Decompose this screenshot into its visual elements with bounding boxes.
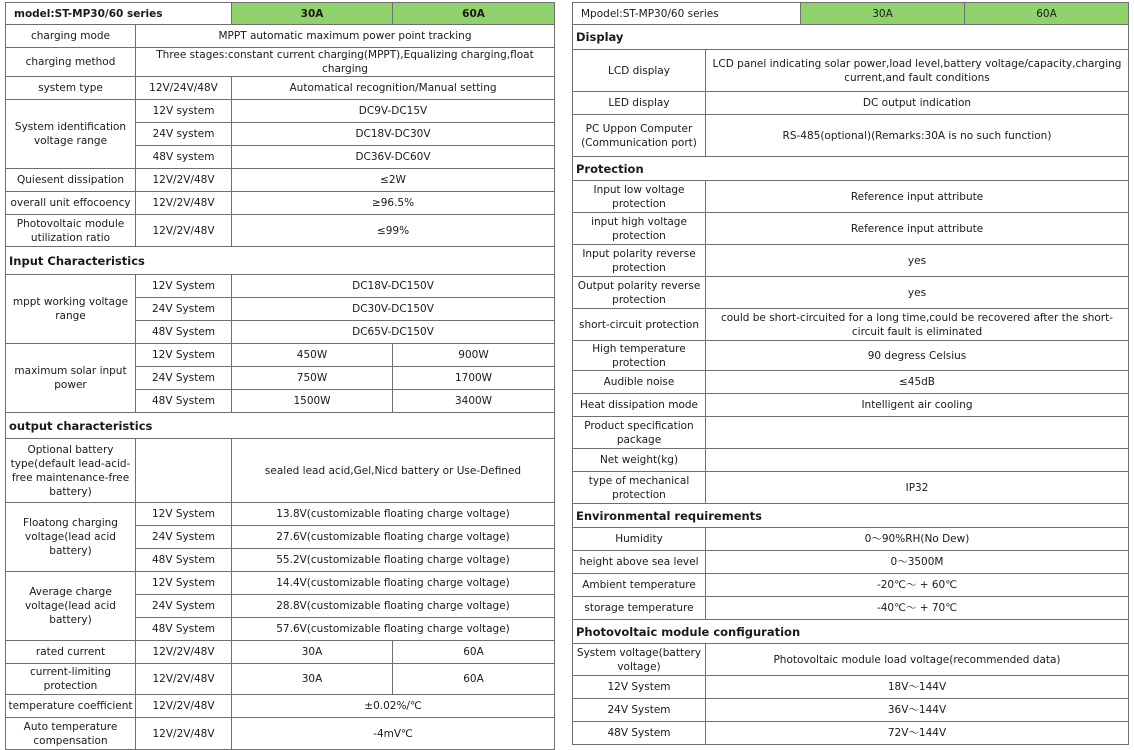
table-row — [573, 309, 1129, 341]
row-system: 12V System — [573, 676, 706, 699]
section-row — [573, 620, 1129, 644]
row-system: 24V System — [136, 595, 232, 618]
row-voltage: 12V/2V/48V — [136, 192, 232, 215]
row-value: ≤45dB — [706, 371, 1129, 394]
section-title-protection: Protection — [573, 157, 1129, 181]
table-row — [573, 213, 1129, 245]
row-label: LCD display — [573, 50, 706, 92]
row-system: 48V system — [136, 146, 232, 169]
table-row — [6, 192, 555, 215]
row-value: MPPT automatic maximum power point tracking — [136, 25, 555, 48]
row-value: 27.6V(customizable floating charge voltage) — [232, 526, 555, 549]
row-value: -40℃～ + 70℃ — [706, 597, 1129, 620]
row-label: mppt working voltage range — [6, 275, 136, 344]
table-row — [573, 676, 1129, 699]
table-row — [6, 641, 555, 664]
row-value-60a: 60A — [393, 641, 555, 664]
table-row — [573, 597, 1129, 620]
table-row — [573, 722, 1129, 745]
row-system: 48V System — [136, 549, 232, 572]
table-row — [573, 528, 1129, 551]
row-value-30a: 750W — [232, 367, 393, 390]
row-value: 55.2V(customizable floating charge voltage) — [232, 549, 555, 572]
row-value: 0～3500M — [706, 551, 1129, 574]
row-value-60a: 3400W — [393, 390, 555, 413]
row-system: 12V System — [136, 344, 232, 367]
right-col-30a: 30A — [801, 3, 965, 25]
row-label: Input polarity reverse protection — [573, 245, 706, 277]
row-label: Optional battery type(default lead-acid-free maintenance-free battery) — [6, 439, 136, 503]
section-row — [573, 25, 1129, 50]
table-row — [573, 472, 1129, 504]
row-label: Auto temperature compensation — [6, 718, 136, 750]
table-row — [573, 699, 1129, 722]
row-value: Reference input attribute — [706, 181, 1129, 213]
row-value: 36V～144V — [706, 699, 1129, 722]
row-value-30a: 450W — [232, 344, 393, 367]
row-value: DC18V-DC30V — [232, 123, 555, 146]
row-value: DC9V-DC15V — [232, 100, 555, 123]
table-row — [573, 277, 1129, 309]
row-label: System identification voltage range — [6, 100, 136, 169]
row-system: 12V System — [136, 503, 232, 526]
table-row — [6, 169, 555, 192]
table-row — [6, 77, 555, 100]
row-label: High temperature protection — [573, 341, 706, 371]
table-row — [6, 572, 555, 595]
table-row — [573, 644, 1129, 676]
row-system: 48V System — [136, 618, 232, 641]
table-row — [573, 115, 1129, 157]
row-voltage: 12V/2V/48V — [136, 718, 232, 750]
row-label: Input low voltage protection — [573, 181, 706, 213]
right-header-row — [573, 3, 1129, 25]
left-col-60a: 60A — [393, 3, 555, 25]
row-value: 72V～144V — [706, 722, 1129, 745]
row-label: Audible noise — [573, 371, 706, 394]
row-value: DC30V-DC150V — [232, 298, 555, 321]
row-voltage: 12V/2V/48V — [136, 169, 232, 192]
row-value: DC output indication — [706, 92, 1129, 115]
row-value: 57.6V(customizable floating charge voltage) — [232, 618, 555, 641]
row-voltage: 12V/2V/48V — [136, 664, 232, 695]
row-value-60a: 900W — [393, 344, 555, 367]
row-value: Automatical recognition/Manual setting — [232, 77, 555, 100]
row-blank — [136, 439, 232, 503]
row-value-30a: 30A — [232, 641, 393, 664]
section-title-pv-config: Photovoltaic module configuration — [573, 620, 1129, 644]
row-label: Ambient temperature — [573, 574, 706, 597]
table-row — [6, 695, 555, 718]
row-value: sealed lead acid,Gel,Nicd battery or Use-Defined — [232, 439, 555, 503]
section-title-input: Input Characteristics — [6, 247, 555, 275]
row-value: DC65V-DC150V — [232, 321, 555, 344]
row-system: 24V system — [136, 123, 232, 146]
row-label: charging mode — [6, 25, 136, 48]
row-value: -20℃～ + 60℃ — [706, 574, 1129, 597]
row-label: temperature coefficient — [6, 695, 136, 718]
row-value: could be short-circuited for a long time,could be recovered after the short-circuit fault is eliminated — [706, 309, 1129, 341]
row-label: input high voltage protection — [573, 213, 706, 245]
table-row — [573, 245, 1129, 277]
left-header-row — [6, 3, 555, 25]
row-system: 24V System — [136, 298, 232, 321]
row-label: Product specification package — [573, 417, 706, 449]
table-row — [573, 551, 1129, 574]
row-value-60a: 1700W — [393, 367, 555, 390]
row-label: Average charge voltage(lead acid battery) — [6, 572, 136, 641]
row-value: DC18V-DC150V — [232, 275, 555, 298]
row-value — [706, 417, 1129, 449]
row-value — [706, 449, 1129, 472]
row-label: Heat dissipation mode — [573, 394, 706, 417]
section-row — [6, 247, 555, 275]
table-row — [6, 275, 555, 298]
section-row — [573, 504, 1129, 528]
row-label: Floatong charging voltage(lead acid battery) — [6, 503, 136, 572]
row-value: 28.8V(customizable floating charge voltage) — [232, 595, 555, 618]
table-row — [573, 574, 1129, 597]
row-system: 24V System — [573, 699, 706, 722]
table-row — [6, 503, 555, 526]
row-value: ≥96.5% — [232, 192, 555, 215]
right-spec-table — [572, 2, 1129, 745]
row-value: ≤99% — [232, 215, 555, 247]
row-system: 48V System — [573, 722, 706, 745]
row-value: 90 degress Celsius — [706, 341, 1129, 371]
row-system: 24V System — [136, 526, 232, 549]
row-label: overall unit effocoency — [6, 192, 136, 215]
row-system: 48V System — [136, 390, 232, 413]
table-row — [573, 417, 1129, 449]
table-row — [6, 25, 555, 48]
section-title-output: output characteristics — [6, 413, 555, 439]
row-label: Photovoltaic module utilization ratio — [6, 215, 136, 247]
table-row — [573, 341, 1129, 371]
row-value: LCD panel indicating solar power,load level,battery voltage/capacity,charging current,and fault conditions — [706, 50, 1129, 92]
table-row — [573, 449, 1129, 472]
row-system: 24V System — [136, 367, 232, 390]
row-value: ±0.02%/℃ — [232, 695, 555, 718]
row-value: Intelligent air cooling — [706, 394, 1129, 417]
table-row — [6, 718, 555, 750]
table-row — [6, 48, 555, 77]
row-value-30a: 1500W — [232, 390, 393, 413]
row-system: 12V System — [136, 275, 232, 298]
table-row — [573, 394, 1129, 417]
row-label: maximum solar input power — [6, 344, 136, 413]
row-label: PC Uppon Computer (Communication port) — [573, 115, 706, 157]
row-label: system type — [6, 77, 136, 100]
row-label: Humidity — [573, 528, 706, 551]
row-label: current-limiting protection — [6, 664, 136, 695]
table-row — [573, 371, 1129, 394]
section-title-environment: Environmental requirements — [573, 504, 1129, 528]
left-spec-table — [5, 2, 555, 750]
row-value: RS-485(optional)(Remarks:30A is no such function) — [706, 115, 1129, 157]
row-label: System voltage(battery voltage) — [573, 644, 706, 676]
row-value: Photovoltaic module load voltage(recommended data) — [706, 644, 1129, 676]
table-row — [6, 215, 555, 247]
row-value: 14.4V(customizable floating charge voltage) — [232, 572, 555, 595]
left-col-30a: 30A — [232, 3, 393, 25]
right-col-60a: 60A — [965, 3, 1129, 25]
row-voltage: 12V/2V/48V — [136, 215, 232, 247]
row-voltage: 12V/24V/48V — [136, 77, 232, 100]
row-system: 12V System — [136, 572, 232, 595]
row-value: 18V～144V — [706, 676, 1129, 699]
section-title-display: Display — [573, 25, 1129, 50]
row-system: 12V system — [136, 100, 232, 123]
row-label: LED display — [573, 92, 706, 115]
table-row — [6, 664, 555, 695]
section-row — [573, 157, 1129, 181]
row-value-60a: 60A — [393, 664, 555, 695]
right-model-title: Mpodel:ST-MP30/60 series — [573, 3, 801, 25]
row-value-30a: 30A — [232, 664, 393, 695]
row-label: Net weight(kg) — [573, 449, 706, 472]
table-row — [573, 92, 1129, 115]
table-row — [6, 344, 555, 367]
row-label: storage temperature — [573, 597, 706, 620]
row-value: ≤2W — [232, 169, 555, 192]
row-voltage: 12V/2V/48V — [136, 641, 232, 664]
row-value: Reference input attribute — [706, 213, 1129, 245]
row-label: type of mechanical protection — [573, 472, 706, 504]
row-value: yes — [706, 245, 1129, 277]
row-value: IP32 — [706, 472, 1129, 504]
table-row — [573, 181, 1129, 213]
table-row — [573, 50, 1129, 92]
row-label: height above sea level — [573, 551, 706, 574]
row-value: 13.8V(customizable floating charge voltage) — [232, 503, 555, 526]
row-voltage: 12V/2V/48V — [136, 695, 232, 718]
table-row — [6, 100, 555, 123]
row-label: Quiesent dissipation — [6, 169, 136, 192]
table-row — [6, 439, 555, 503]
row-value: yes — [706, 277, 1129, 309]
row-label: charging method — [6, 48, 136, 77]
row-label: short-circuit protection — [573, 309, 706, 341]
row-label: Output polarity reverse protection — [573, 277, 706, 309]
row-value: 0～90%RH(No Dew) — [706, 528, 1129, 551]
row-value: -4mV℃ — [232, 718, 555, 750]
left-model-title: model:ST-MP30/60 series — [6, 3, 232, 25]
row-system: 48V System — [136, 321, 232, 344]
row-label: rated current — [6, 641, 136, 664]
section-row — [6, 413, 555, 439]
row-value: Three stages:constant current charging(MPPT),Equalizing charging,float charging — [136, 48, 555, 77]
row-value: DC36V-DC60V — [232, 146, 555, 169]
